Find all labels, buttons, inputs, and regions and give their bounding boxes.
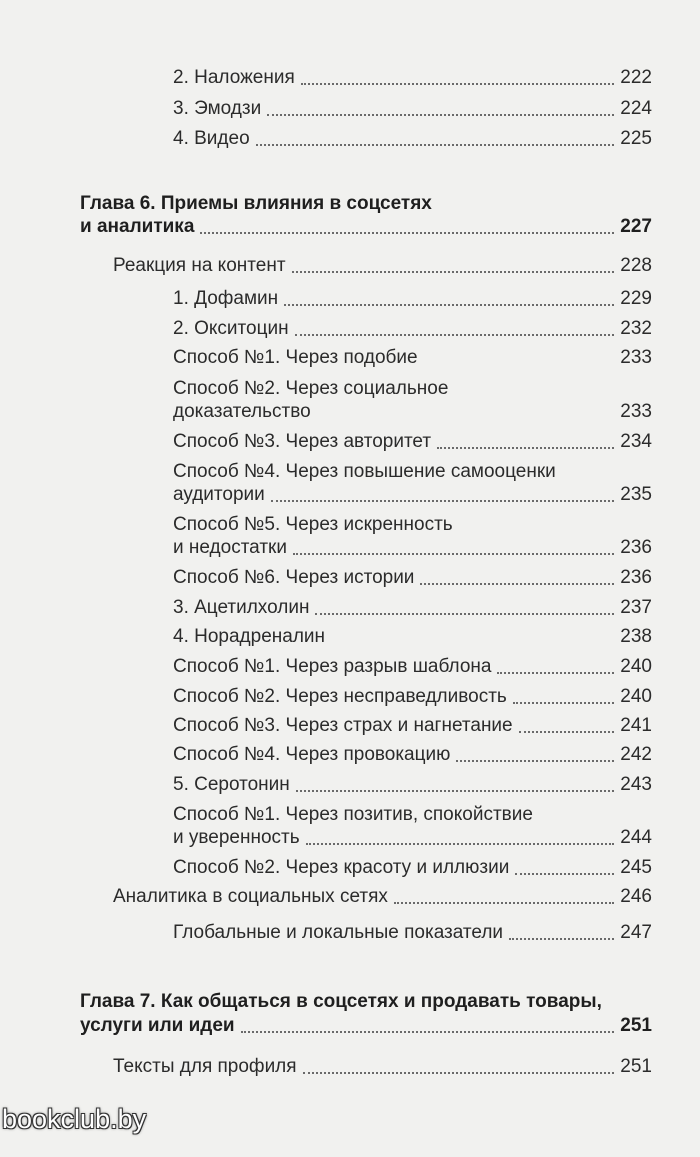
toc-entry <box>173 625 652 649</box>
toc-entry-title: Аналитика в социальных сетях <box>113 886 388 907</box>
toc-entry-title-line1: Способ №2. Через социальное <box>173 378 449 399</box>
toc-entry-title: Глобальные и локальные показатели <box>173 922 504 943</box>
toc-entry-title: Способ №4. Через провокацию <box>173 744 451 765</box>
dot-leader <box>303 1072 615 1074</box>
toc-entry <box>173 483 652 507</box>
toc-entry-title-line1: Способ №5. Через искренность <box>173 514 453 535</box>
toc-entry-page: 242 <box>620 744 652 765</box>
toc-entry-title: Способ №1. Через подобие <box>173 347 418 368</box>
toc-entry <box>113 1055 652 1079</box>
dot-leader <box>515 873 614 875</box>
dot-leader <box>456 760 614 762</box>
toc-entry <box>173 655 652 679</box>
dot-leader <box>301 83 615 85</box>
toc-entry <box>173 856 652 880</box>
toc-entry-page: 228 <box>620 255 652 276</box>
dot-leader <box>292 271 615 273</box>
chapter-6-heading <box>80 215 652 239</box>
dot-leader <box>241 1031 615 1033</box>
toc-entry-page: 233 <box>620 347 652 368</box>
toc-entry <box>173 127 652 151</box>
toc-entry-page: 225 <box>620 128 652 149</box>
toc-entry-title: Способ №6. Через истории <box>173 567 415 588</box>
toc-entry-title-line1: Способ №1. Через позитив, спокойствие <box>173 804 533 825</box>
toc-entry-title-line2: аудитории <box>173 484 265 505</box>
toc-entry <box>173 773 652 797</box>
toc-entry <box>173 596 652 620</box>
toc-entry-page: 251 <box>620 1056 652 1077</box>
toc-entry-page: 238 <box>620 626 652 647</box>
toc-entry-page: 234 <box>620 431 652 452</box>
chapter-6-title-line1: Глава 6. Приемы влияния в соцсетях <box>80 193 432 214</box>
chapter-6-title-line2: и аналитика <box>80 216 195 237</box>
dot-leader <box>200 232 614 234</box>
watermark: bookclub.by <box>2 1104 147 1134</box>
toc-entry-page: 235 <box>620 484 652 505</box>
dot-leader <box>497 672 614 674</box>
dot-leader <box>331 642 614 644</box>
toc-entry-page: 246 <box>620 886 652 907</box>
toc-entry-title: 2. Окситоцин <box>173 318 289 339</box>
toc-entry <box>113 885 652 909</box>
dot-leader <box>256 144 615 146</box>
toc-entry-title: Тексты для профиля <box>113 1056 297 1077</box>
toc-entry-page: 229 <box>620 288 652 309</box>
toc-entry-page: 224 <box>620 98 652 119</box>
toc-entry-page: 240 <box>620 686 652 707</box>
toc-entry-title-line2: доказательство <box>173 401 311 422</box>
toc-entry-title-line1: Способ №4. Через повышение самооценки <box>173 461 556 482</box>
toc-entry <box>173 430 652 454</box>
toc-entry-page: 232 <box>620 318 652 339</box>
toc-entry-page: 233 <box>620 401 652 422</box>
toc-entry-page: 236 <box>620 537 652 558</box>
toc-entry-title: 4. Видео <box>173 128 250 149</box>
dot-leader <box>315 613 614 615</box>
dot-leader <box>394 902 614 904</box>
toc-entry-page: 251 <box>620 1015 652 1036</box>
toc-entry <box>173 921 652 945</box>
toc-entry-title: Способ №3. Через страх и нагнетание <box>173 715 513 736</box>
toc-entry <box>113 254 652 278</box>
toc-entry <box>173 66 652 90</box>
toc-entry <box>173 826 652 850</box>
dot-leader <box>267 114 614 116</box>
toc-entry-page: 245 <box>620 857 652 878</box>
dot-leader <box>293 553 614 555</box>
toc-entry-title: 4. Норадреналин <box>173 626 326 647</box>
dot-leader <box>424 363 615 365</box>
toc-entry <box>173 97 652 121</box>
chapter-7-heading <box>80 1014 652 1038</box>
dot-leader <box>519 731 615 733</box>
toc-entry <box>173 743 652 767</box>
toc-entry-page: 236 <box>620 567 652 588</box>
toc-entry <box>173 400 652 424</box>
toc-entry-page: 244 <box>620 827 652 848</box>
toc-entry-page: 243 <box>620 774 652 795</box>
toc-entry-title-line2: и недостатки <box>173 537 287 558</box>
dot-leader <box>295 334 615 336</box>
toc-entry-title: 3. Эмодзи <box>173 98 262 119</box>
toc-entry-page: 237 <box>620 597 652 618</box>
toc-entry-title: Способ №2. Через несправедливость <box>173 686 507 707</box>
dot-leader <box>317 417 615 419</box>
toc-entry-page: 222 <box>620 67 652 88</box>
toc-entry <box>173 714 652 738</box>
toc-entry-title: 1. Дофамин <box>173 288 279 309</box>
toc-entry-title: 2. Наложения <box>173 67 295 88</box>
dot-leader <box>420 583 614 585</box>
toc-entry-title: 5. Серотонин <box>173 774 290 795</box>
toc-entry-page: 240 <box>620 656 652 677</box>
toc-entry-title: Способ №3. Через авторитет <box>173 431 432 452</box>
toc-entry <box>173 317 652 341</box>
dot-leader <box>437 447 614 449</box>
toc-entry-page: 241 <box>620 715 652 736</box>
dot-leader <box>271 500 615 502</box>
toc-entry <box>173 536 652 560</box>
chapter-7-title-line1: Глава 7. Как общаться в соцсетях и продавать товары, <box>80 991 602 1012</box>
dot-leader <box>306 843 615 845</box>
toc-entry-title: Способ №2. Через красоту и иллюзии <box>173 857 510 878</box>
toc-entry <box>173 287 652 311</box>
toc-entry-title: Реакция на контент <box>113 255 286 276</box>
toc-entry-title: 3. Ацетилхолин <box>173 597 310 618</box>
dot-leader <box>296 790 615 792</box>
chapter-7-title-line2: услуги или идеи <box>80 1015 235 1036</box>
dot-leader <box>509 938 614 940</box>
toc-entry <box>173 346 652 370</box>
dot-leader <box>284 304 614 306</box>
toc-entry-page: 227 <box>620 216 652 237</box>
toc-entry-title: Способ №1. Через разрыв шаблона <box>173 656 492 677</box>
toc-entry <box>173 566 652 590</box>
toc-entry-page: 247 <box>620 922 652 943</box>
toc-entry-title-line2: и уверенность <box>173 827 300 848</box>
toc-entry <box>173 685 652 709</box>
dot-leader <box>513 702 614 704</box>
